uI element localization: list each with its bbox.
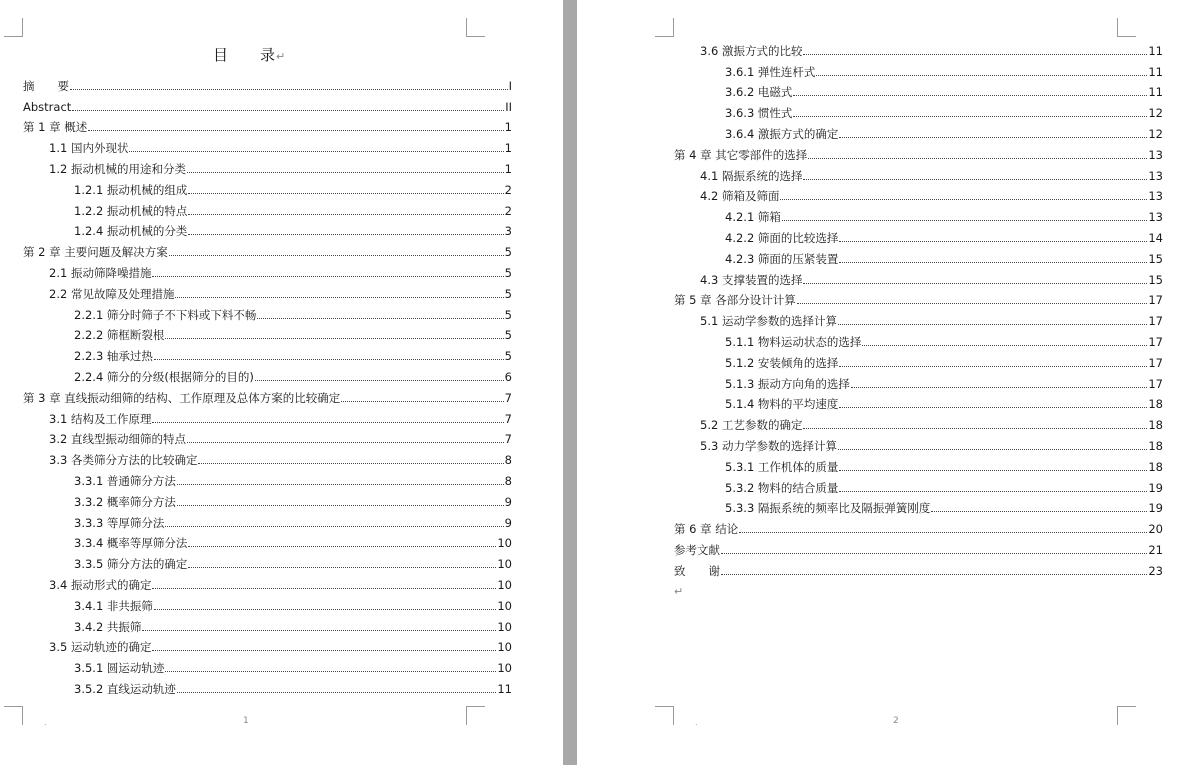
- toc-entry-label: 5.1 运动学参数的选择计算: [700, 314, 837, 329]
- toc-entry-page: 5: [504, 328, 512, 343]
- toc-entry[interactable]: [674, 58, 1163, 79]
- toc-entry[interactable]: [23, 530, 512, 551]
- toc-entry-page: 19: [1148, 480, 1163, 495]
- toc-entry[interactable]: [23, 197, 512, 218]
- toc-entry[interactable]: [23, 550, 512, 571]
- toc-entry[interactable]: [23, 114, 512, 135]
- toc-entry[interactable]: [23, 571, 512, 592]
- toc-dot-leader: [803, 283, 1147, 284]
- toc-entry-page: 1: [504, 141, 512, 156]
- toc-entry-label: 3.5.2 直线运动轨迹: [74, 681, 176, 696]
- toc-entry[interactable]: [674, 495, 1163, 516]
- toc-dot-leader: [152, 588, 496, 589]
- toc-entry[interactable]: [674, 453, 1163, 474]
- toc-dot-leader: [803, 179, 1147, 180]
- toc-entry-page: II: [505, 99, 512, 114]
- toc-entry-label: 摘 要: [23, 78, 69, 93]
- toc-entry-label: 3.3.4 概率等厚筛分法: [74, 536, 188, 551]
- toc-entry-page: 2: [504, 203, 512, 218]
- toc-entry-page: 13: [1148, 147, 1163, 162]
- toc-dot-leader: [257, 318, 503, 319]
- toc-entry-label: 5.2 工艺参数的确定: [700, 418, 803, 433]
- toc-dot-leader: [839, 262, 1147, 263]
- page-gutter: [563, 0, 577, 765]
- toc-dot-leader: [169, 255, 504, 256]
- toc-entry-label: 3.6.4 激振方式的确定: [725, 126, 839, 141]
- crop-mark-bottom-left: [4, 706, 23, 725]
- toc-entry[interactable]: [23, 155, 512, 176]
- toc-entry-page: 11: [1148, 43, 1163, 58]
- toc-entry-page: 1: [504, 120, 512, 135]
- toc-entry-page: 18: [1148, 397, 1163, 412]
- toc-entry-page: 15: [1148, 251, 1163, 266]
- footer-page-number: 2: [893, 716, 899, 726]
- crop-mark-top-right: [1117, 18, 1136, 37]
- toc-dot-leader: [839, 366, 1147, 367]
- toc-entry-page: 5: [504, 349, 512, 364]
- toc-dot-leader: [839, 241, 1147, 242]
- toc-entry-page: 13: [1148, 189, 1163, 204]
- toc-dot-leader: [803, 428, 1147, 429]
- crop-mark-top-right: [466, 18, 485, 37]
- toc-entry-label: 第 1 章 概述: [23, 120, 88, 135]
- toc-dot-leader: [838, 449, 1147, 450]
- toc-dot-leader: [838, 324, 1147, 325]
- toc-entry-label: 3.3.5 筛分方法的确定: [74, 557, 188, 572]
- toc-entry-label: 第 6 章 结论: [674, 522, 739, 537]
- toc-entry[interactable]: [674, 411, 1163, 432]
- toc-entry-page: 10: [497, 557, 512, 572]
- toc-entry-label: 1.2 振动机械的用途和分类: [49, 161, 186, 176]
- toc-entry-label: 5.1.3 振动方向角的选择: [725, 376, 850, 391]
- toc-entry[interactable]: [674, 349, 1163, 370]
- toc-entry[interactable]: [23, 259, 512, 280]
- toc-entry[interactable]: [23, 467, 512, 488]
- toc-entry[interactable]: [674, 432, 1163, 453]
- toc-dot-leader: [188, 567, 496, 568]
- toc-entry-label: 4.1 隔振系统的选择: [700, 168, 803, 183]
- toc-entry[interactable]: [23, 342, 512, 363]
- footer-mark: .: [695, 718, 698, 727]
- toc-list: [23, 72, 512, 696]
- toc-entry-label: 致 谢: [674, 563, 720, 578]
- toc-entry-label: 5.3.1 工作机体的质量: [725, 459, 839, 474]
- toc-entry[interactable]: [674, 536, 1163, 557]
- toc-entry-label: 3.2 直线型振动细筛的特点: [49, 432, 186, 447]
- toc-entry[interactable]: [23, 280, 512, 301]
- toc-dot-leader: [165, 338, 503, 339]
- toc-entry[interactable]: [674, 307, 1163, 328]
- toc-entry-label: 第 5 章 各部分设计计算: [674, 293, 796, 308]
- toc-dot-leader: [797, 303, 1148, 304]
- toc-entry-label: 2.2.3 轴承过热: [74, 349, 153, 364]
- toc-entry-page: 10: [497, 536, 512, 551]
- toc-entry-label: 3.5.1 圆运动轨迹: [74, 661, 165, 676]
- toc-entry-label: 4.2 筛箱及筛面: [700, 189, 780, 204]
- toc-entry-page: 18: [1148, 459, 1163, 474]
- toc-entry[interactable]: [23, 675, 512, 696]
- toc-entry-label: 3.4.1 非共振筛: [74, 598, 153, 613]
- toc-entry-page: 10: [497, 619, 512, 634]
- crop-mark-bottom-right: [1117, 706, 1136, 725]
- toc-entry-label: 5.3 动力学参数的选择计算: [700, 438, 837, 453]
- toc-dot-leader: [851, 387, 1147, 388]
- toc-entry[interactable]: [23, 134, 512, 155]
- toc-entry[interactable]: [674, 391, 1163, 412]
- toc-entry[interactable]: [674, 557, 1163, 578]
- toc-title: [213, 44, 285, 65]
- toc-entry-label: 4.2.1 筛箱: [725, 210, 781, 225]
- toc-entry-page: 11: [1148, 64, 1163, 79]
- toc-entry-label: 5.3.3 隔振系统的频率比及隔振弹簧刚度: [725, 501, 931, 516]
- toc-entry-label: 5.1.4 物料的平均速度: [725, 397, 839, 412]
- toc-entry-page: 9: [504, 494, 512, 509]
- crop-mark-bottom-right: [466, 706, 485, 725]
- toc-entry[interactable]: [23, 218, 512, 239]
- toc-dot-leader: [175, 297, 503, 298]
- toc-dot-leader: [72, 110, 504, 111]
- toc-dot-leader: [177, 484, 504, 485]
- toc-entry[interactable]: [674, 183, 1163, 204]
- toc-entry-page: 5: [504, 307, 512, 322]
- toc-entry-label: 1.2.2 振动机械的特点: [74, 203, 188, 218]
- toc-entry[interactable]: [23, 363, 512, 384]
- toc-entry[interactable]: [674, 328, 1163, 349]
- toc-dot-leader: [152, 650, 496, 651]
- toc-entry[interactable]: [23, 592, 512, 613]
- toc-entry-label: 4.2.3 筛面的压紧装置: [725, 251, 839, 266]
- toc-entry-page: 5: [504, 245, 512, 260]
- toc-entry-page: 12: [1148, 126, 1163, 141]
- toc-dot-leader: [793, 95, 1147, 96]
- toc-entry-label: 3.3.2 概率筛分方法: [74, 494, 176, 509]
- toc-entry-page: 17: [1148, 376, 1163, 391]
- toc-entry-label: 3.6.2 电磁式: [725, 85, 793, 100]
- toc-entry-page: 12: [1148, 106, 1163, 121]
- toc-entry-label: 1.2.4 振动机械的分类: [74, 224, 188, 239]
- toc-entry[interactable]: [674, 245, 1163, 266]
- toc-dot-leader: [152, 276, 503, 277]
- toc-entry-page: I: [508, 78, 512, 93]
- toc-entry-page: 10: [497, 598, 512, 613]
- toc-entry[interactable]: [23, 613, 512, 634]
- toc-entry-label: 2.2 常见故障及处理措施: [49, 286, 175, 301]
- document-page-2: [577, 0, 1184, 765]
- toc-dot-leader: [862, 345, 1147, 346]
- toc-entry[interactable]: [23, 176, 512, 197]
- toc-entry-label: 2.1 振动筛降噪措施: [49, 265, 152, 280]
- toc-entry-label: 第 4 章 其它零部件的选择: [674, 147, 808, 162]
- toc-dot-leader: [839, 407, 1147, 408]
- toc-entry-page: 1: [504, 161, 512, 176]
- toc-dot-leader: [839, 137, 1147, 138]
- toc-entry[interactable]: [23, 634, 512, 655]
- toc-entry[interactable]: [23, 238, 512, 259]
- toc-entry[interactable]: [23, 322, 512, 343]
- toc-entry[interactable]: [674, 515, 1163, 536]
- footer-page-number: 1: [243, 716, 249, 726]
- toc-entry-page: 10: [497, 640, 512, 655]
- toc-entry[interactable]: [23, 405, 512, 426]
- toc-entry-label: 3.4.2 共振筛: [74, 619, 142, 634]
- toc-entry-label: 第 2 章 主要问题及解决方案: [23, 245, 168, 260]
- toc-entry-label: 3.1 结构及工作原理: [49, 411, 152, 426]
- toc-entry[interactable]: [23, 384, 512, 405]
- toc-dot-leader: [70, 89, 508, 90]
- toc-entry-page: 14: [1148, 230, 1163, 245]
- toc-entry-label: 3.4 振动形式的确定: [49, 577, 152, 592]
- toc-entry-label: Abstract: [23, 99, 72, 114]
- toc-entry-page: 5: [504, 265, 512, 280]
- toc-entry-label: 3.6.1 弹性连杆式: [725, 64, 816, 79]
- toc-entry-page: 20: [1148, 522, 1163, 537]
- toc-dot-leader: [780, 199, 1147, 200]
- toc-title-right: 录: [260, 46, 276, 64]
- toc-entry-page: 15: [1148, 272, 1163, 287]
- toc-entry-page: 2: [504, 182, 512, 197]
- toc-dot-leader: [803, 54, 1147, 55]
- toc-entry[interactable]: [23, 93, 512, 114]
- toc-dot-leader: [154, 609, 496, 610]
- toc-dot-leader: [188, 193, 503, 194]
- toc-dot-leader: [198, 463, 503, 464]
- toc-entry-page: 9: [504, 515, 512, 530]
- toc-entry-page: 17: [1148, 293, 1163, 308]
- toc-dot-leader: [165, 526, 503, 527]
- toc-entry[interactable]: [674, 266, 1163, 287]
- toc-dot-leader: [88, 130, 503, 131]
- toc-entry[interactable]: [674, 120, 1163, 141]
- toc-dot-leader: [808, 158, 1147, 159]
- crop-mark-bottom-left: [655, 706, 674, 725]
- paragraph-mark: ↵: [674, 585, 684, 598]
- footer-mark: .: [44, 718, 47, 727]
- toc-entry-label: 3.6.3 惯性式: [725, 106, 793, 121]
- toc-dot-leader: [782, 220, 1147, 221]
- toc-dot-leader: [188, 546, 496, 547]
- toc-entry-page: 8: [504, 453, 512, 468]
- toc-entry-page: 8: [504, 473, 512, 488]
- toc-dot-leader: [188, 214, 503, 215]
- toc-dot-leader: [739, 532, 1147, 533]
- crop-mark-top-left: [4, 18, 23, 37]
- toc-dot-leader: [177, 692, 496, 693]
- toc-entry[interactable]: [23, 426, 512, 447]
- toc-entry[interactable]: [23, 301, 512, 322]
- crop-mark-top-left: [655, 18, 674, 37]
- toc-entry-label: 3.5 运动轨迹的确定: [49, 640, 152, 655]
- toc-entry[interactable]: [674, 224, 1163, 245]
- toc-title-left: 目: [213, 46, 229, 64]
- toc-dot-leader: [187, 442, 504, 443]
- toc-entry-page: 17: [1148, 334, 1163, 349]
- toc-entry-label: 5.3.2 物料的结合质量: [725, 480, 839, 495]
- toc-entry-page: 11: [497, 681, 512, 696]
- toc-entry-page: 7: [504, 411, 512, 426]
- toc-entry[interactable]: [674, 37, 1163, 58]
- toc-entry-label: 5.1.2 安装倾角的选择: [725, 355, 839, 370]
- toc-dot-leader: [721, 553, 1147, 554]
- toc-entry-label: 参考文献: [674, 542, 720, 557]
- paragraph-mark: ↵: [276, 50, 286, 63]
- toc-entry[interactable]: [23, 72, 512, 93]
- toc-entry[interactable]: [674, 203, 1163, 224]
- toc-dot-leader: [129, 151, 503, 152]
- toc-dot-leader: [142, 630, 496, 631]
- toc-dot-leader: [187, 172, 504, 173]
- toc-dot-leader: [154, 359, 504, 360]
- toc-entry[interactable]: [674, 162, 1163, 183]
- toc-entry[interactable]: [674, 99, 1163, 120]
- toc-dot-leader: [188, 234, 503, 235]
- toc-entry[interactable]: [674, 287, 1163, 308]
- toc-entry[interactable]: [23, 488, 512, 509]
- toc-dot-leader: [793, 116, 1147, 117]
- toc-entry-page: 7: [504, 390, 512, 405]
- toc-entry-page: 19: [1148, 501, 1163, 516]
- toc-entry[interactable]: [674, 474, 1163, 495]
- toc-dot-leader: [839, 491, 1147, 492]
- toc-entry-label: 2.2.1 筛分时筛子不下料或下料不畅: [74, 307, 257, 322]
- toc-entry[interactable]: [674, 141, 1163, 162]
- toc-dot-leader: [931, 511, 1147, 512]
- toc-entry-page: 6: [504, 369, 512, 384]
- toc-list: [674, 37, 1163, 578]
- toc-entry-page: 17: [1148, 355, 1163, 370]
- toc-dot-leader: [721, 574, 1147, 575]
- toc-entry-label: 3.6 激振方式的比较: [700, 43, 803, 58]
- toc-entry[interactable]: [23, 509, 512, 530]
- toc-entry-label: 1.1 国内外现状: [49, 141, 129, 156]
- toc-entry-page: 11: [1148, 85, 1163, 100]
- toc-entry-label: 3.3.3 等厚筛分法: [74, 515, 165, 530]
- toc-dot-leader: [341, 401, 503, 402]
- toc-entry-page: 23: [1148, 563, 1163, 578]
- toc-dot-leader: [839, 470, 1147, 471]
- toc-entry-label: 2.2.4 筛分的分级(根据筛分的目的): [74, 369, 254, 384]
- toc-entry-page: 3: [504, 224, 512, 239]
- toc-dot-leader: [152, 422, 503, 423]
- toc-entry-label: 4.2.2 筛面的比较选择: [725, 230, 839, 245]
- toc-entry-page: 18: [1148, 418, 1163, 433]
- toc-entry-label: 第 3 章 直线振动细筛的结构、工作原理及总体方案的比较确定: [23, 390, 341, 405]
- toc-entry-page: 13: [1148, 210, 1163, 225]
- toc-entry[interactable]: [23, 654, 512, 675]
- toc-entry-label: 3.3.1 普通筛分方法: [74, 473, 176, 488]
- toc-entry[interactable]: [23, 446, 512, 467]
- toc-entry-label: 1.2.1 振动机械的组成: [74, 182, 188, 197]
- toc-dot-leader: [165, 671, 496, 672]
- toc-entry-page: 17: [1148, 314, 1163, 329]
- toc-entry-label: 4.3 支撑装置的选择: [700, 272, 803, 287]
- toc-entry-label: 5.1.1 物料运动状态的选择: [725, 334, 862, 349]
- toc-entry-label: 3.3 各类筛分方法的比较确定: [49, 453, 198, 468]
- toc-entry-page: 10: [497, 577, 512, 592]
- toc-entry-page: 7: [504, 432, 512, 447]
- toc-dot-leader: [255, 380, 504, 381]
- toc-entry-page: 10: [497, 661, 512, 676]
- toc-entry[interactable]: [674, 79, 1163, 100]
- document-page-1: [0, 0, 563, 765]
- toc-dot-leader: [816, 75, 1147, 76]
- toc-entry-page: 13: [1148, 168, 1163, 183]
- toc-dot-leader: [177, 505, 504, 506]
- toc-entry-page: 5: [504, 286, 512, 301]
- toc-entry[interactable]: [674, 370, 1163, 391]
- toc-entry-page: 18: [1148, 438, 1163, 453]
- toc-entry-page: 21: [1148, 542, 1163, 557]
- toc-entry-label: 2.2.2 筛框断裂根: [74, 328, 165, 343]
